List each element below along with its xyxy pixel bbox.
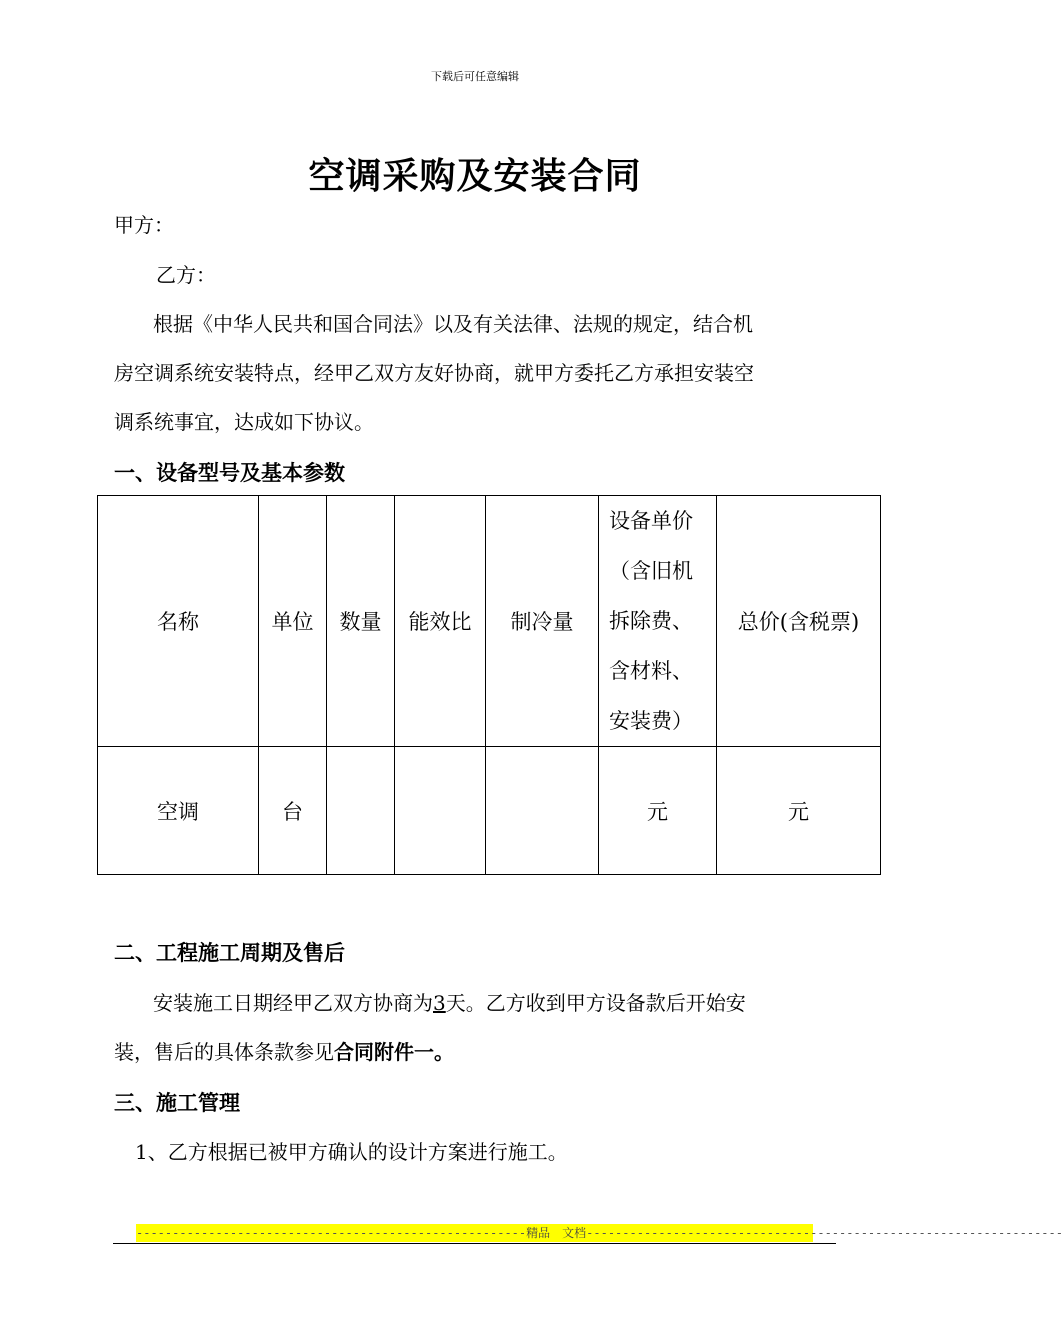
header-unit-price [599, 496, 717, 747]
price-header-line: 拆除费、 [609, 609, 693, 633]
cell-unit: 台 [259, 747, 327, 875]
footer-dashes: ------------------------------------------------------------------ [586, 1226, 1063, 1240]
document-title: 空调采购及安装合同 [308, 155, 642, 197]
header-name: 名称 [98, 496, 259, 747]
cell-unit-price: 元 [599, 747, 717, 875]
header-eer: 能效比 [395, 496, 486, 747]
section-2-line-1 [153, 988, 746, 1018]
cell-cooling [486, 747, 599, 875]
section-2-text: 天。乙方收到甲方设备款后开始安 [445, 991, 746, 1015]
price-header-line: 含材料、 [609, 659, 693, 683]
footer-divider [113, 1243, 836, 1244]
section-2-text: 安装施工日期经甲乙双方协商为 [153, 991, 433, 1015]
section-2-line-2 [114, 1037, 454, 1067]
party-b-label: 乙方： [156, 263, 216, 287]
intro-line-1: 根据《中华人民共和国合同法》以及有关法律、法规的规定，结合机 [153, 312, 753, 336]
intro-line-2: 房空调系统安装特点，经甲乙双方友好协商，就甲方委托乙方承担安装空 [114, 361, 754, 385]
header-cooling: 制冷量 [486, 496, 599, 747]
party-a-label: 甲方： [114, 213, 174, 237]
cell-name: 空调 [98, 747, 259, 875]
intro-line-3: 调系统事宜，达成如下协议。 [114, 410, 374, 434]
equipment-table [97, 495, 881, 875]
price-header-line: 安装费） [609, 709, 693, 733]
header-unit: 单位 [259, 496, 327, 747]
cell-total: 元 [717, 747, 881, 875]
price-header-line: （含旧机 [609, 559, 693, 583]
section-1-heading: 一、设备型号及基本参数 [114, 460, 345, 485]
header-total: 总价(含税票) [717, 496, 881, 747]
header-note: 下载后可任意编辑 [431, 70, 519, 83]
price-header-line: 设备单价 [609, 509, 693, 533]
section-2-text: 装，售后的具体条款参见 [114, 1040, 334, 1064]
header-quantity: 数量 [327, 496, 395, 747]
section-2-heading: 二、工程施工周期及售后 [114, 940, 345, 965]
section-3-item-1: 1、乙方根据已被甲方确认的设计方案进行施工。 [135, 1140, 568, 1164]
appendix-reference: 合同附件一。 [334, 1040, 454, 1064]
table-row [98, 747, 881, 875]
footer-text: 精品 文档 [526, 1226, 587, 1240]
table-header-row [98, 496, 881, 747]
cell-eer [395, 747, 486, 875]
footer-banner [136, 1224, 1063, 1242]
cell-quantity [327, 747, 395, 875]
construction-days: 3 [433, 991, 446, 1015]
section-3-heading: 三、施工管理 [114, 1090, 240, 1115]
footer-dashes: ------------------------------------------------------ [136, 1226, 527, 1240]
